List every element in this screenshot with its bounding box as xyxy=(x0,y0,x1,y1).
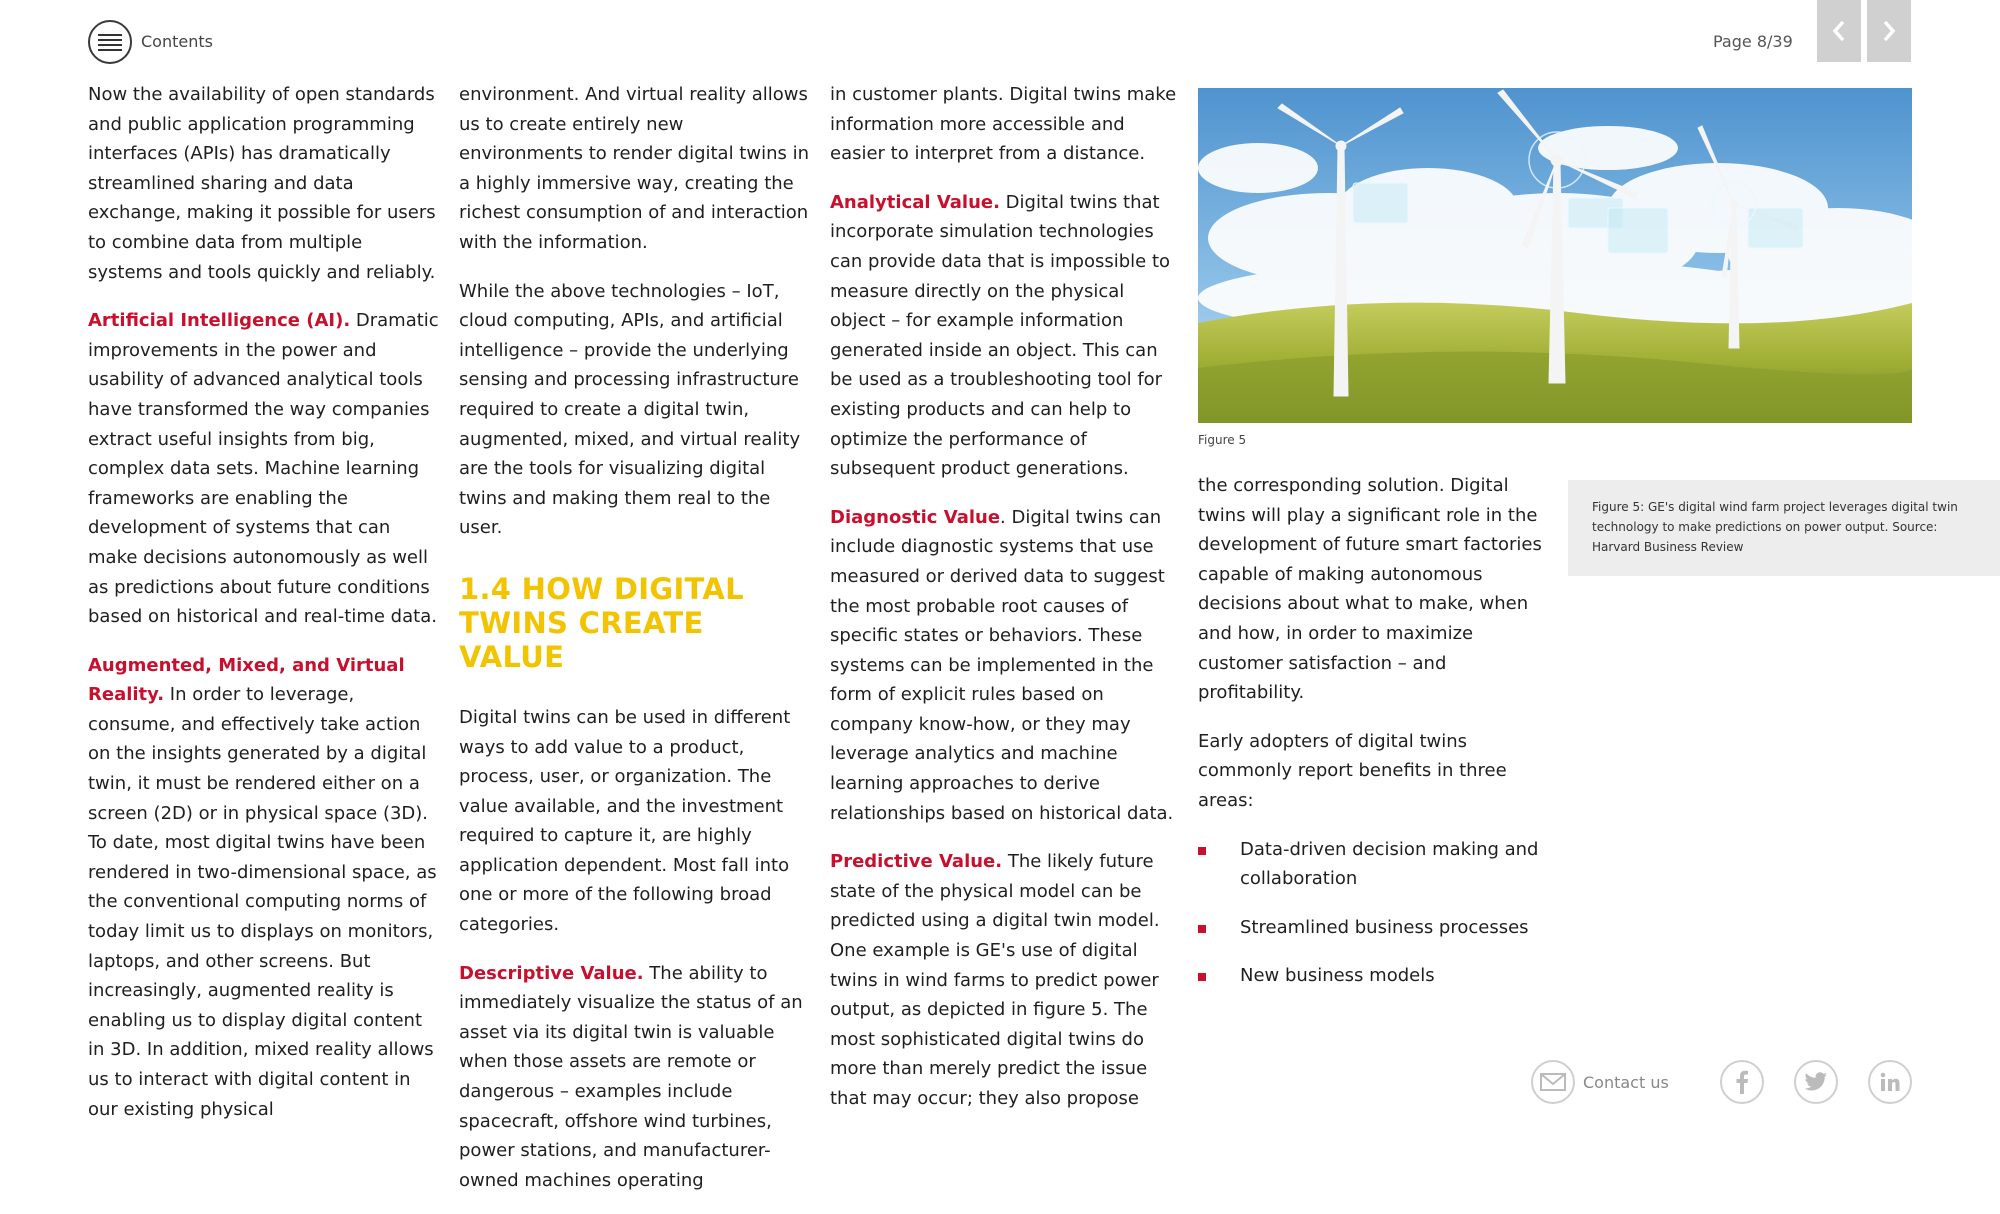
descriptive-text: The ability to immediately visualize the status of an asset via its digital twin is valuable when those assets are remote or dangerous – examples include spacecraft, offshore wind turbines, power stations, and manufacturer-owned machines operating xyxy=(459,962,803,1191)
list-item-text: New business models xyxy=(1240,965,1435,987)
chevron-left-icon xyxy=(1831,19,1847,43)
bullet-square-icon xyxy=(1198,847,1206,855)
paragraph-ar xyxy=(88,651,440,1125)
paragraph-descriptive xyxy=(459,959,811,1196)
bullet-square-icon xyxy=(1198,973,1206,981)
contact-us-button[interactable] xyxy=(1531,1060,1575,1104)
paragraph-ai xyxy=(88,306,440,632)
predictive-text: The likely future state of the physical model can be predicted using a digital twin model. One example is GE's use of digital twins in wind farms to predict power output, as depicted in figure 5. The most sophisticated digital twins do more than merely predict the issue that may occur; they also propose xyxy=(830,851,1160,1109)
paragraph-solution: the corresponding solution. Digital twins will play a significant role in the development of future smart factories capable of making autonomous decisions about what to make, when and how, in order to maximize customer satisfaction – and profitability. xyxy=(1198,475,1542,704)
facebook-button[interactable] xyxy=(1720,1060,1764,1104)
paragraph-technologies: While the above technologies – IoT, cloud computing, APIs, and artificial intelligence – provide the underlying sensing and processing infrastructure required to create a digital twin, augmented, mixed, and virtual reality are the tools for visualizing digital twins and making them real to the user. xyxy=(459,280,801,539)
paragraph-customer-plants: in customer plants. Digital twins make information more accessible and easier to interpret from a distance. xyxy=(830,84,1177,165)
text-column-3 xyxy=(830,80,1180,1133)
next-page-button[interactable] xyxy=(1867,0,1911,62)
paragraph-early-adopters: Early adopters of digital twins commonly report benefits in three areas: xyxy=(1198,730,1507,811)
text-column-2 xyxy=(459,80,811,1214)
list-item-text: Data-driven decision making and collaboration xyxy=(1240,838,1539,890)
paragraph-predictive xyxy=(830,847,1180,1113)
section-heading-line-1: 1.4 HOW DIGITAL xyxy=(459,571,744,606)
facebook-icon xyxy=(1735,1070,1749,1094)
section-heading-line-2: TWINS CREATE VALUE xyxy=(459,605,704,674)
twitter-button[interactable] xyxy=(1794,1060,1838,1104)
hamburger-icon xyxy=(98,33,122,51)
contact-us-link[interactable]: Contact us xyxy=(1583,1073,1669,1092)
list-item-text: Streamlined business processes xyxy=(1240,916,1529,938)
list-item xyxy=(1198,961,1544,991)
previous-page-button[interactable] xyxy=(1817,0,1861,62)
text-column-4 xyxy=(1198,471,1544,1010)
term-predictive-value: Predictive Value. xyxy=(830,851,1003,873)
wind-farm-illustration xyxy=(1198,88,1912,423)
list-item xyxy=(1198,835,1544,894)
term-descriptive-value: Descriptive Value. xyxy=(459,962,644,984)
text-column-1 xyxy=(88,80,440,1143)
linkedin-button[interactable] xyxy=(1868,1060,1912,1104)
figure-label: Figure 5 xyxy=(1198,433,1247,447)
menu-button[interactable] xyxy=(88,20,132,64)
paragraph-open-standards: Now the availability of open standards and public application programming interfaces (APIs) has dramatically streamlined sharing and data exchange, making it possible for users to combine data from multiple systems and tools quickly and reliably. xyxy=(88,84,436,283)
wind-farm-figure-image xyxy=(1198,88,1912,423)
twitter-icon xyxy=(1804,1072,1828,1092)
envelope-icon xyxy=(1540,1073,1566,1091)
linkedin-icon xyxy=(1880,1072,1900,1092)
analytical-text: Digital twins that incorporate simulation technologies can provide data that is impossible to measure directly on the physical object – for example information generated inside an object. This can be used as a troubleshooting tool for existing products and can help to optimize the performance of subsequent product generations. xyxy=(830,191,1171,480)
page-indicator: Page 8/39 xyxy=(1713,32,1793,51)
paragraph-value-intro: Digital twins can be used in different ways to add value to a product, process, user, or organization. The value available, and the investment required to capture it, are highly application dependent. Most fall into one or more of the following broad categories. xyxy=(459,706,791,936)
figure-caption: Figure 5: GE's digital wind farm project leverages digital twin technology to make predictions on power output. Source: Harvard Business Review xyxy=(1592,500,1958,554)
contents-link[interactable]: Contents xyxy=(141,32,213,51)
ar-text: In order to leverage, consume, and effectively take action on the insights generated by a digital twin, it must be rendered either on a screen (2D) or in physical space (3D). To date, most digital twins have been rendered in two-dimensional space, as the conventional computing norms of today limit us to displays on monitors, laptops, and other screens. But increasingly, augmented reality is enabling us to display digital content in 3D. In addition, mixed reality allows us to interact with digital content in our existing physical xyxy=(88,684,437,1120)
figure-caption-box xyxy=(1568,480,2000,576)
ai-text: Dramatic improvements in the power and usability of advanced analytical tools have transformed the way companies extract useful insights from big, complex data sets. Machine learning frameworks are enabling the development of systems that can make decisions autonomously as well as predictions about future conditions based on historical and real-time data. xyxy=(88,310,439,628)
benefits-list xyxy=(1198,835,1544,991)
list-item xyxy=(1198,913,1544,943)
paragraph-virtual-reality: environment. And virtual reality allows us to create entirely new environments to render digital twins in a highly immersive way, creating the richest consumption of and interaction with the information. xyxy=(459,84,809,253)
term-augmented-reality: Augmented, Mixed, and Virtual Reality. xyxy=(88,654,405,706)
term-analytical-value: Analytical Value. xyxy=(830,191,1000,213)
diagnostic-text: . Digital twins can include diagnostic systems that use measured or derived data to suggest the most probable root causes of specific states or behaviors. These systems can be implemented in the form of explicit rules based on company know-how, or they may leverage analytics and machine learning approaches to derive relationships based on historical data. xyxy=(830,506,1174,824)
paragraph-diagnostic xyxy=(830,503,1180,829)
term-diagnostic-value: Diagnostic Value xyxy=(830,506,1001,528)
chevron-right-icon xyxy=(1881,19,1897,43)
bullet-square-icon xyxy=(1198,925,1206,933)
term-ai: Artificial Intelligence (AI). xyxy=(88,310,351,332)
section-heading xyxy=(459,572,811,674)
paragraph-analytical xyxy=(830,188,1180,484)
